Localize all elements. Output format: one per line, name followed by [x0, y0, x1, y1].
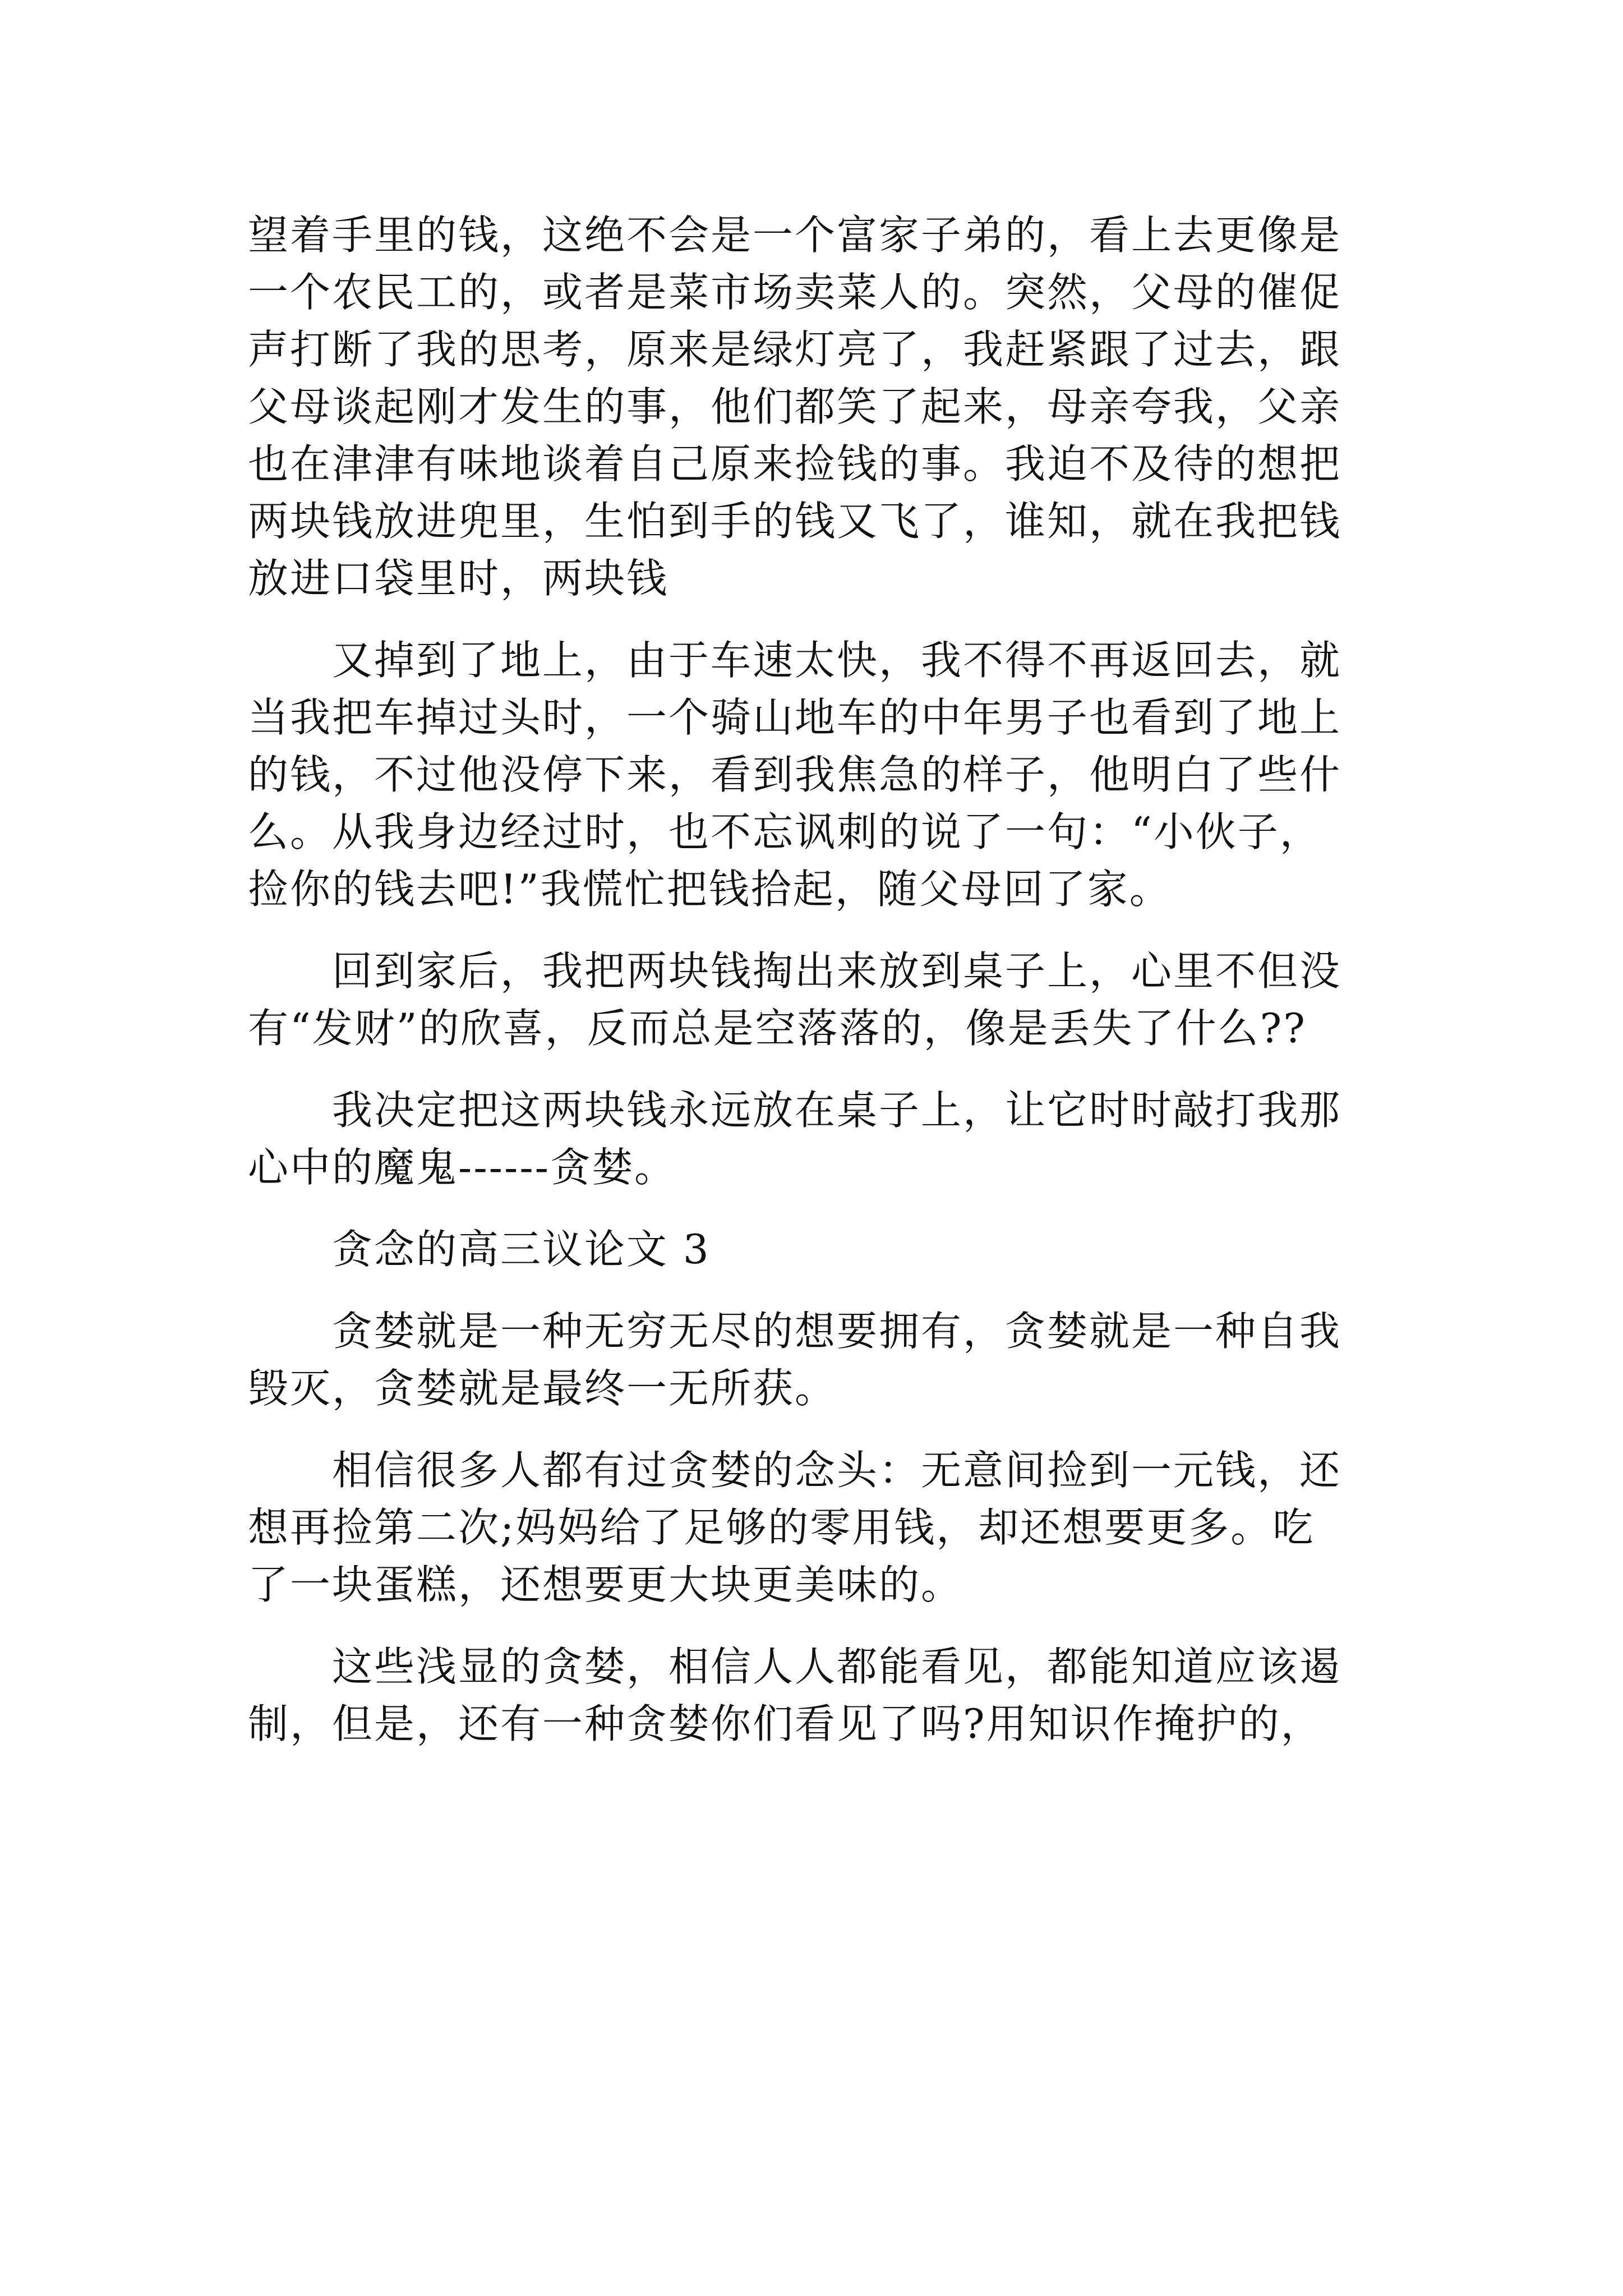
- paragraph-8: [248, 1638, 1386, 1752]
- section-heading: [248, 1221, 1386, 1278]
- text-line: 想再捡第二次;妈妈给了足够的零用钱，却还想要更多。吃: [248, 1504, 1315, 1551]
- text-line: 毁灭，贪婪就是最终一无所获。: [248, 1365, 837, 1412]
- text-line: 了一块蛋糕，还想要更大块更美味的。: [248, 1561, 963, 1608]
- text-line: 声打断了我的思考，原来是绿灯亮了，我赶紧跟了过去，跟: [248, 326, 1342, 373]
- text-line: 两块钱放进兜里，生怕到手的钱又飞了，谁知，就在我把钱: [248, 498, 1342, 545]
- text-line: 放进口袋里时，两块钱: [248, 555, 669, 602]
- paragraph-1: [248, 206, 1386, 607]
- text-line: 我决定把这两块钱永远放在桌子上，让它时时敲打我那: [332, 1087, 1342, 1134]
- text-line: 有“发财”的欣喜，反而总是空落落的，像是丢失了什么??: [248, 1005, 1307, 1052]
- text-line: 这些浅显的贪婪，相信人人都能看见，都能知道应该遏: [332, 1643, 1342, 1690]
- paragraph-3: [248, 942, 1386, 1057]
- paragraph-2: [248, 632, 1386, 918]
- section-title: 贪念的高三议论文 3: [332, 1226, 711, 1273]
- paragraph-6: [248, 1303, 1386, 1417]
- text-line: 当我把车掉过头时，一个骑山地车的中年男子也看到了地上: [248, 694, 1342, 741]
- paragraph-4: [248, 1082, 1386, 1196]
- text-line: 父母谈起刚才发生的事，他们都笑了起来，母亲夸我，父亲: [248, 383, 1342, 430]
- text-line: 贪婪就是一种无穷无尽的想要拥有，贪婪就是一种自我: [332, 1308, 1342, 1355]
- text-line: 又掉到了地上，由于车速太快，我不得不再返回去，就: [332, 637, 1342, 684]
- text-line: 也在津津有味地谈着自己原来捡钱的事。我迫不及待的想把: [248, 440, 1342, 487]
- text-line: 回到家后，我把两块钱掏出来放到桌子上，心里不但没: [332, 947, 1342, 995]
- text-line: 捡你的钱去吧!”我慌忙把钱拾起，随父母回了家。: [248, 866, 1172, 913]
- text-line: 望着手里的钱，这绝不会是一个富家子弟的，看上去更像是: [248, 211, 1342, 259]
- text-line: 心中的魔鬼------贪婪。: [248, 1144, 676, 1191]
- text-line: 的钱，不过他没停下来，看到我焦急的样子，他明白了些什: [248, 751, 1342, 798]
- paragraph-7: [248, 1442, 1386, 1613]
- text-line: 一个农民工的，或者是菜市场卖菜人的。突然，父母的催促: [248, 269, 1342, 316]
- text-line: 么。从我身边经过时，也不忘讽刺的说了一句：“小伙子，: [248, 808, 1322, 855]
- text-line: 相信很多人都有过贪婪的念头：无意间捡到一元钱，还: [332, 1447, 1342, 1494]
- text-line: 制，但是，还有一种贪婪你们看见了吗?用知识作掩护的，: [248, 1700, 1323, 1747]
- document-body: [248, 206, 1386, 1777]
